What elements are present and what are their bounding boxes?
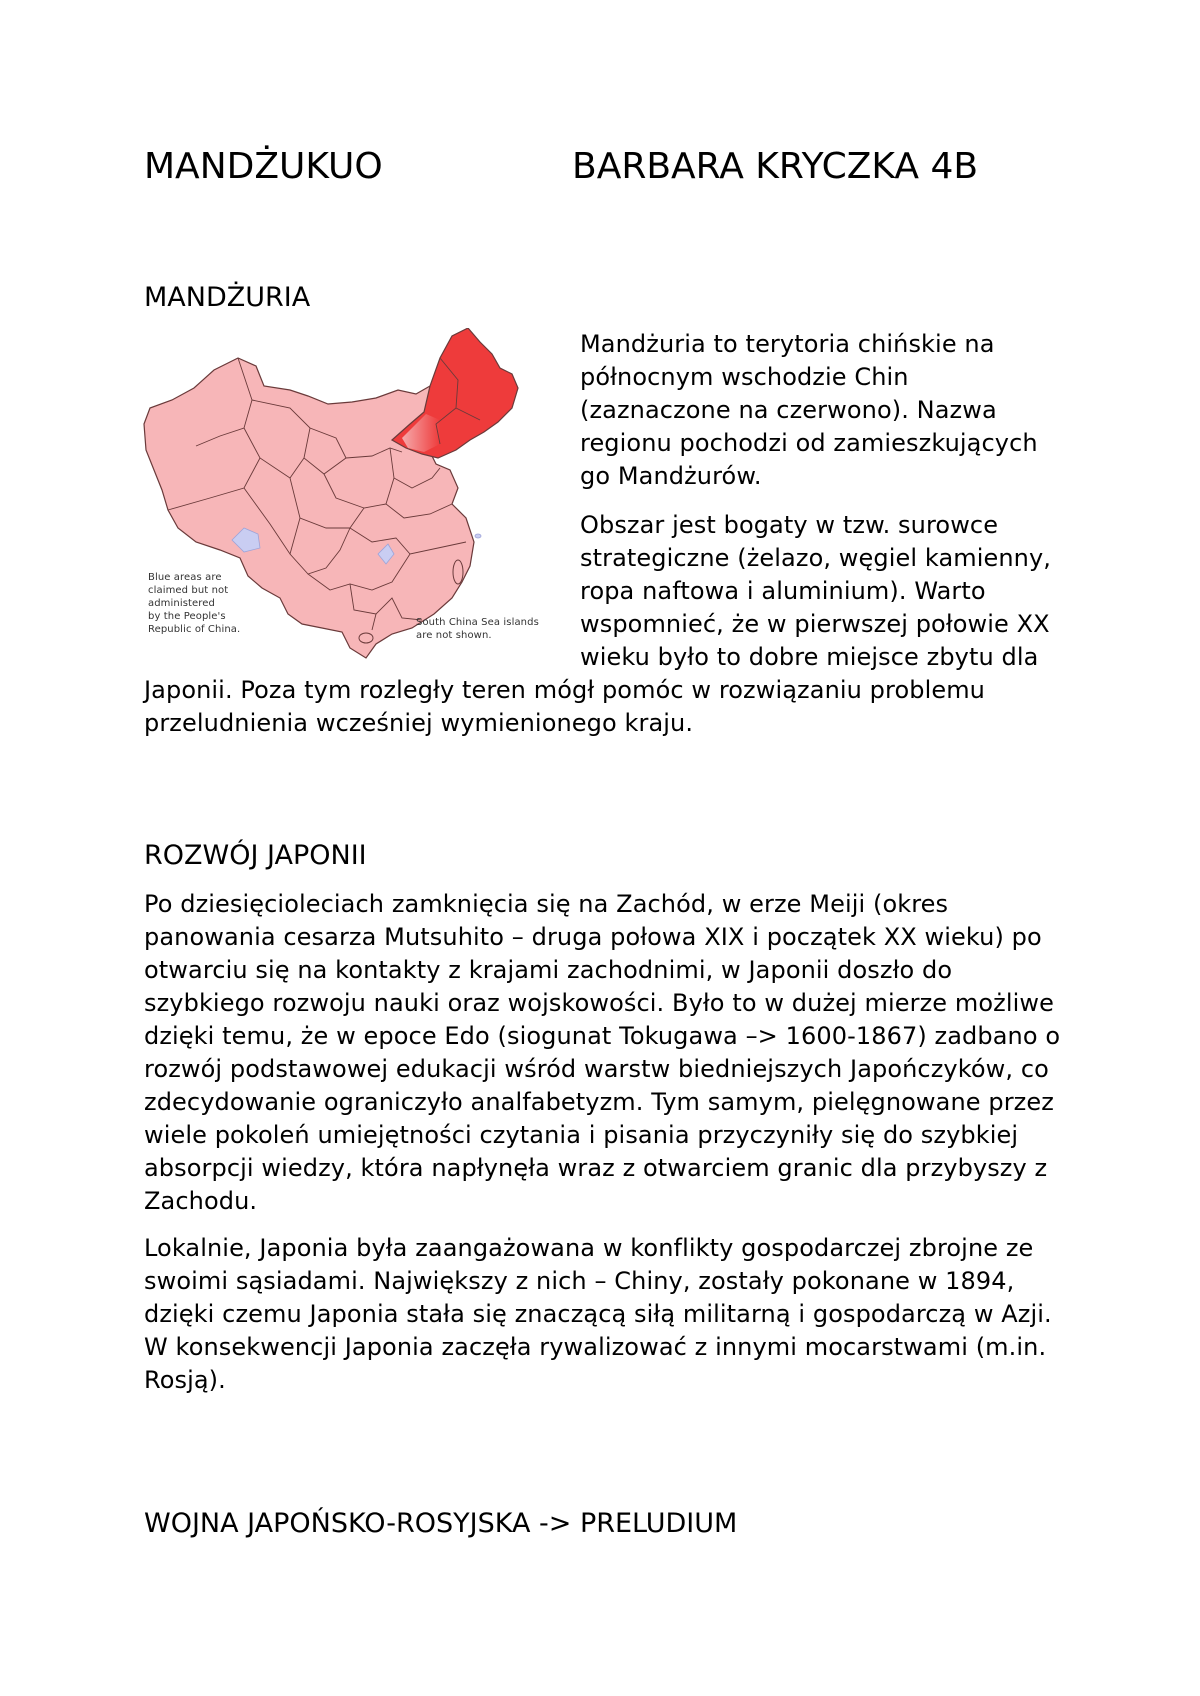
small-island (475, 534, 481, 538)
manchuria-paragraph-1: Mandżuria to terytoria chińskie na północnym wschodzie Chin (zaznaczone na czerwono). Nazwa regionu pochodzi od zamieszkujących go Mandżurów. (580, 330, 1038, 490)
document-header (144, 142, 1084, 192)
china-map-svg (140, 328, 560, 670)
hainan-island (359, 633, 373, 643)
taiwan-island (453, 560, 463, 584)
document-title: MANDŻUKUO (144, 146, 383, 187)
section-heading-japan: ROZWÓJ JAPONII (144, 840, 367, 871)
section-heading-war: WOJNA JAPOŃSKO-ROSYJSKA -> PRELUDIUM (144, 1508, 738, 1539)
section-heading-manchuria: MANDŻURIA (144, 282, 311, 313)
map-caption-right: South China Sea islands are not shown. (416, 617, 539, 641)
map-caption-left: Blue areas are claimed but not administered by the People's Republic of China. (148, 572, 241, 635)
document-author: BARBARA KRYCZKA 4B (572, 146, 979, 187)
japan-paragraph-2: Lokalnie, Japonia była zaangażowana w konflikty gospodarczej zbrojne ze swoimi sąsiadami. Największy z nich – Chiny, zostały pokonane w 1894, dzięki czemu Japonia stała się znaczącą siłą militarną i gospodarczą w Azji. W konsekwencji Japonia zaczęła rywalizować z innymi mocarstwami (m.in. Rosją). (144, 1234, 1052, 1394)
japan-paragraph-1: Po dziesięcioleciach zamknięcia się na Zachód, w erze Meiji (okres panowania cesarza Mutsuhito – druga połowa XIX i początek XX wieku) po otwarciu się na kontakty z krajami zachodnimi, w Japonii doszło do szybkiego rozwoju nauki oraz wojskowości. Było to w dużej mierze możliwe dzięki temu, że w epoce Edo (siogunat Tokugawa –> 1600-1867) zadbano o rozwój podstawowej edukacji wśród warstw biedniejszych Japończyków, co zdecydowanie ograniczyło analfabetyzm. Tym samym, pielęgnowane przez wiele pokoleń umiejętności czytania i pisania przyczyniły się do szybkiej absorpcji wiedzy, która napłynęła wraz z otwarciem granic dla przybyszy z Zachodu. (144, 890, 1061, 1215)
section-manchuria-body (144, 328, 1064, 756)
manchuria-paragraph-2: Obszar jest bogaty w tzw. surowce strategiczne (żelazo, węgiel kamienny, ropa naftowa i aluminium). Warto wspomnieć, że w pierwszej połowie XX wieku było to dobre miejsce zbytu dla Japonii. Poza tym rozległy teren mógł pomóc w rozwiązaniu problemu przeludnienia wcześniej wymienionego kraju. (144, 511, 1052, 737)
china-map-image (140, 328, 560, 670)
section-japan-body (144, 888, 1064, 1411)
